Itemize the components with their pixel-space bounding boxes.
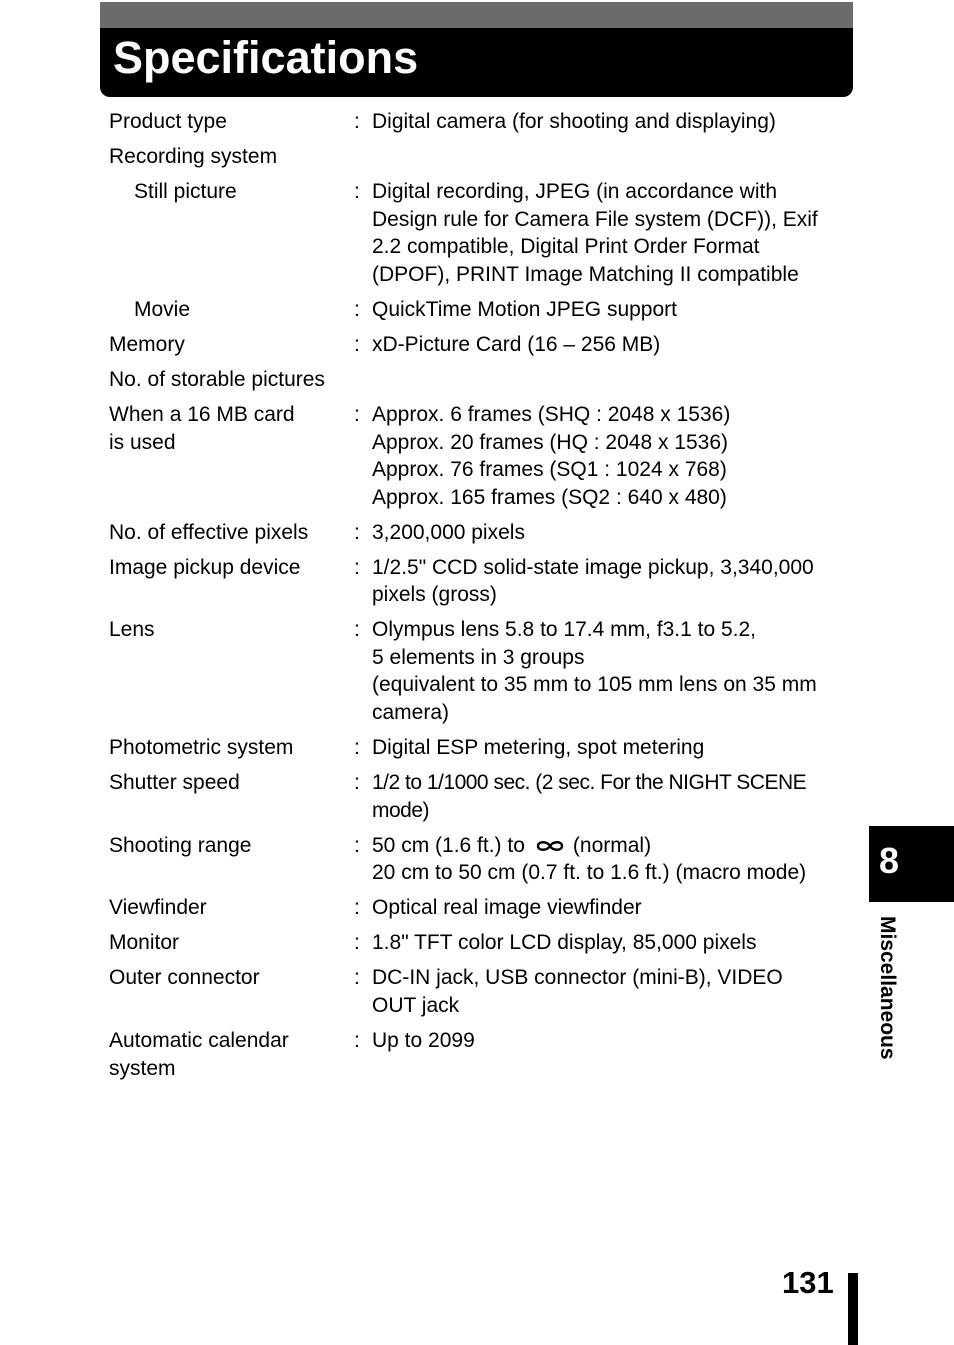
spec-separator: : <box>354 618 360 642</box>
chapter-number: 8 <box>879 840 900 881</box>
spec-separator: : <box>354 966 360 990</box>
spec-value-line: Optical real image viewfinder <box>372 896 642 920</box>
spec-label <box>109 401 354 511</box>
spec-separator: : <box>354 297 360 321</box>
chapter-label-text: Miscellaneous <box>876 916 899 1060</box>
spec-value-line: Design rule for Camera File system (DCF)), Exif <box>372 207 818 231</box>
spec-value <box>372 401 849 511</box>
spec-separator: : <box>354 931 360 955</box>
spec-value-line: Digital camera (for shooting and displaying) <box>372 110 776 133</box>
spec-value-line: 2.2 compatible, Digital Print Order Format <box>372 235 760 259</box>
spec-value-line: camera) <box>372 700 450 724</box>
spec-row <box>109 964 849 1019</box>
range-mode: (normal) <box>572 833 652 857</box>
spec-value <box>372 1027 849 1082</box>
spec-separator: : <box>354 735 360 759</box>
spec-value <box>372 929 849 957</box>
spec-value-line: 1/2.5" CCD solid-state image pickup, 3,340,000 <box>372 555 814 579</box>
spec-separator: : <box>354 1029 360 1052</box>
spec-separator: : <box>354 110 360 133</box>
spec-value-line: OUT jack <box>372 993 460 1017</box>
spec-row <box>109 929 849 957</box>
spec-value-line: 1/2 to 1/1000 sec. (2 sec. For the NIGHT SCENE <box>372 771 807 795</box>
spec-label-line: Automatic calendar <box>109 1029 289 1052</box>
spec-label: Photometric system <box>109 735 294 759</box>
spec-row <box>109 554 849 609</box>
spec-separator: : <box>354 771 360 795</box>
spec-label: No. of effective pixels <box>109 520 309 544</box>
spec-value-line: Approx. 76 frames (SQ1 : 1024 x 768) <box>372 458 727 482</box>
spec-value <box>372 331 849 359</box>
spec-label <box>109 1027 354 1082</box>
spec-label: No. of storable pictures <box>109 367 325 391</box>
page-number: 131 <box>782 1265 834 1300</box>
spec-value <box>372 734 849 762</box>
spec-separator: : <box>354 180 360 204</box>
spec-label: Movie <box>134 297 191 321</box>
spec-row <box>109 769 849 824</box>
spec-value-line: Digital recording, JPEG (in accordance with <box>372 180 778 204</box>
spec-value-line: QuickTime Motion JPEG support <box>372 297 677 321</box>
spec-label: Monitor <box>109 931 180 955</box>
spec-value <box>372 554 849 609</box>
spec-value <box>372 108 849 136</box>
spec-value-line <box>372 832 849 860</box>
spec-value <box>372 616 849 726</box>
spec-label: Lens <box>109 618 155 642</box>
spec-label-line: When a 16 MB card <box>109 403 295 427</box>
spec-value-line: xD-Picture Card (16 – 256 MB) <box>372 332 661 356</box>
spec-label: Memory <box>109 332 185 356</box>
spec-value-line: Approx. 6 frames (SHQ : 2048 x 1536) <box>372 403 731 427</box>
spec-row <box>109 296 849 324</box>
spec-row <box>109 832 849 887</box>
spec-value-line: 1.8" TFT color LCD display, 85,000 pixels <box>372 931 757 955</box>
spec-value <box>372 894 849 922</box>
title-bar-strip <box>100 2 853 28</box>
spec-row <box>109 108 849 136</box>
spec-row <box>109 366 849 394</box>
spec-label: Viewfinder <box>109 896 207 920</box>
spec-label: Still picture <box>134 180 237 204</box>
spec-value-line: pixels (gross) <box>372 583 497 607</box>
spec-row <box>109 616 849 726</box>
spec-row <box>109 331 849 359</box>
spec-value-line: mode) <box>372 798 430 822</box>
spec-separator: : <box>354 520 360 544</box>
spec-value <box>372 964 849 1019</box>
spec-label: Shutter speed <box>109 771 240 795</box>
spec-label: Product type <box>109 110 227 133</box>
page-title: Specifications <box>113 32 419 83</box>
spec-value-line: Digital ESP metering, spot metering <box>372 735 705 759</box>
spec-separator: : <box>354 332 360 356</box>
spec-list <box>109 108 849 1090</box>
spec-value-line: Up to 2099 <box>372 1029 475 1052</box>
spec-row <box>109 894 849 922</box>
spec-label-line: system <box>109 1056 176 1080</box>
page-edge-bar <box>848 1273 858 1345</box>
spec-separator: : <box>354 833 360 857</box>
spec-value-line: (equivalent to 35 mm to 105 mm lens on 35 mm <box>372 673 817 697</box>
spec-value <box>372 519 849 547</box>
chapter-label <box>873 916 903 1086</box>
spec-value-line: Olympus lens 5.8 to 17.4 mm, f3.1 to 5.2, <box>372 618 757 642</box>
spec-row <box>109 178 849 288</box>
spec-value <box>372 832 849 887</box>
spec-value-line: 5 elements in 3 groups <box>372 645 585 669</box>
spec-value-line: 3,200,000 pixels <box>372 520 525 544</box>
spec-label: Shooting range <box>109 833 252 857</box>
spec-row <box>109 401 849 511</box>
chapter-tab <box>869 826 954 902</box>
spec-value <box>372 769 849 824</box>
spec-separator: : <box>354 555 360 579</box>
spec-row <box>109 519 849 547</box>
spec-row <box>109 1027 849 1082</box>
range-start: 50 cm (1.6 ft.) to <box>372 833 525 857</box>
spec-value-line: 20 cm to 50 cm (0.7 ft. to 1.6 ft.) (macro mode) <box>372 861 807 885</box>
spec-label: Recording system <box>109 145 278 169</box>
spec-value <box>372 178 849 288</box>
spec-value <box>372 296 849 324</box>
spec-label: Outer connector <box>109 966 260 990</box>
spec-separator: : <box>354 403 360 427</box>
spec-label: Image pickup device <box>109 555 301 579</box>
spec-row <box>109 143 849 171</box>
spec-value-line: Approx. 20 frames (HQ : 2048 x 1536) <box>372 430 729 454</box>
spec-row <box>109 734 849 762</box>
spec-value-line: Approx. 165 frames (SQ2 : 640 x 480) <box>372 485 727 509</box>
spec-value-line: DC-IN jack, USB connector (mini-B), VIDEO <box>372 966 783 990</box>
title-bar <box>100 2 853 97</box>
spec-label-line: is used <box>109 430 176 454</box>
spec-separator: : <box>354 896 360 920</box>
infinity-icon <box>535 839 565 853</box>
spec-value-line: (DPOF), PRINT Image Matching II compatible <box>372 262 799 286</box>
